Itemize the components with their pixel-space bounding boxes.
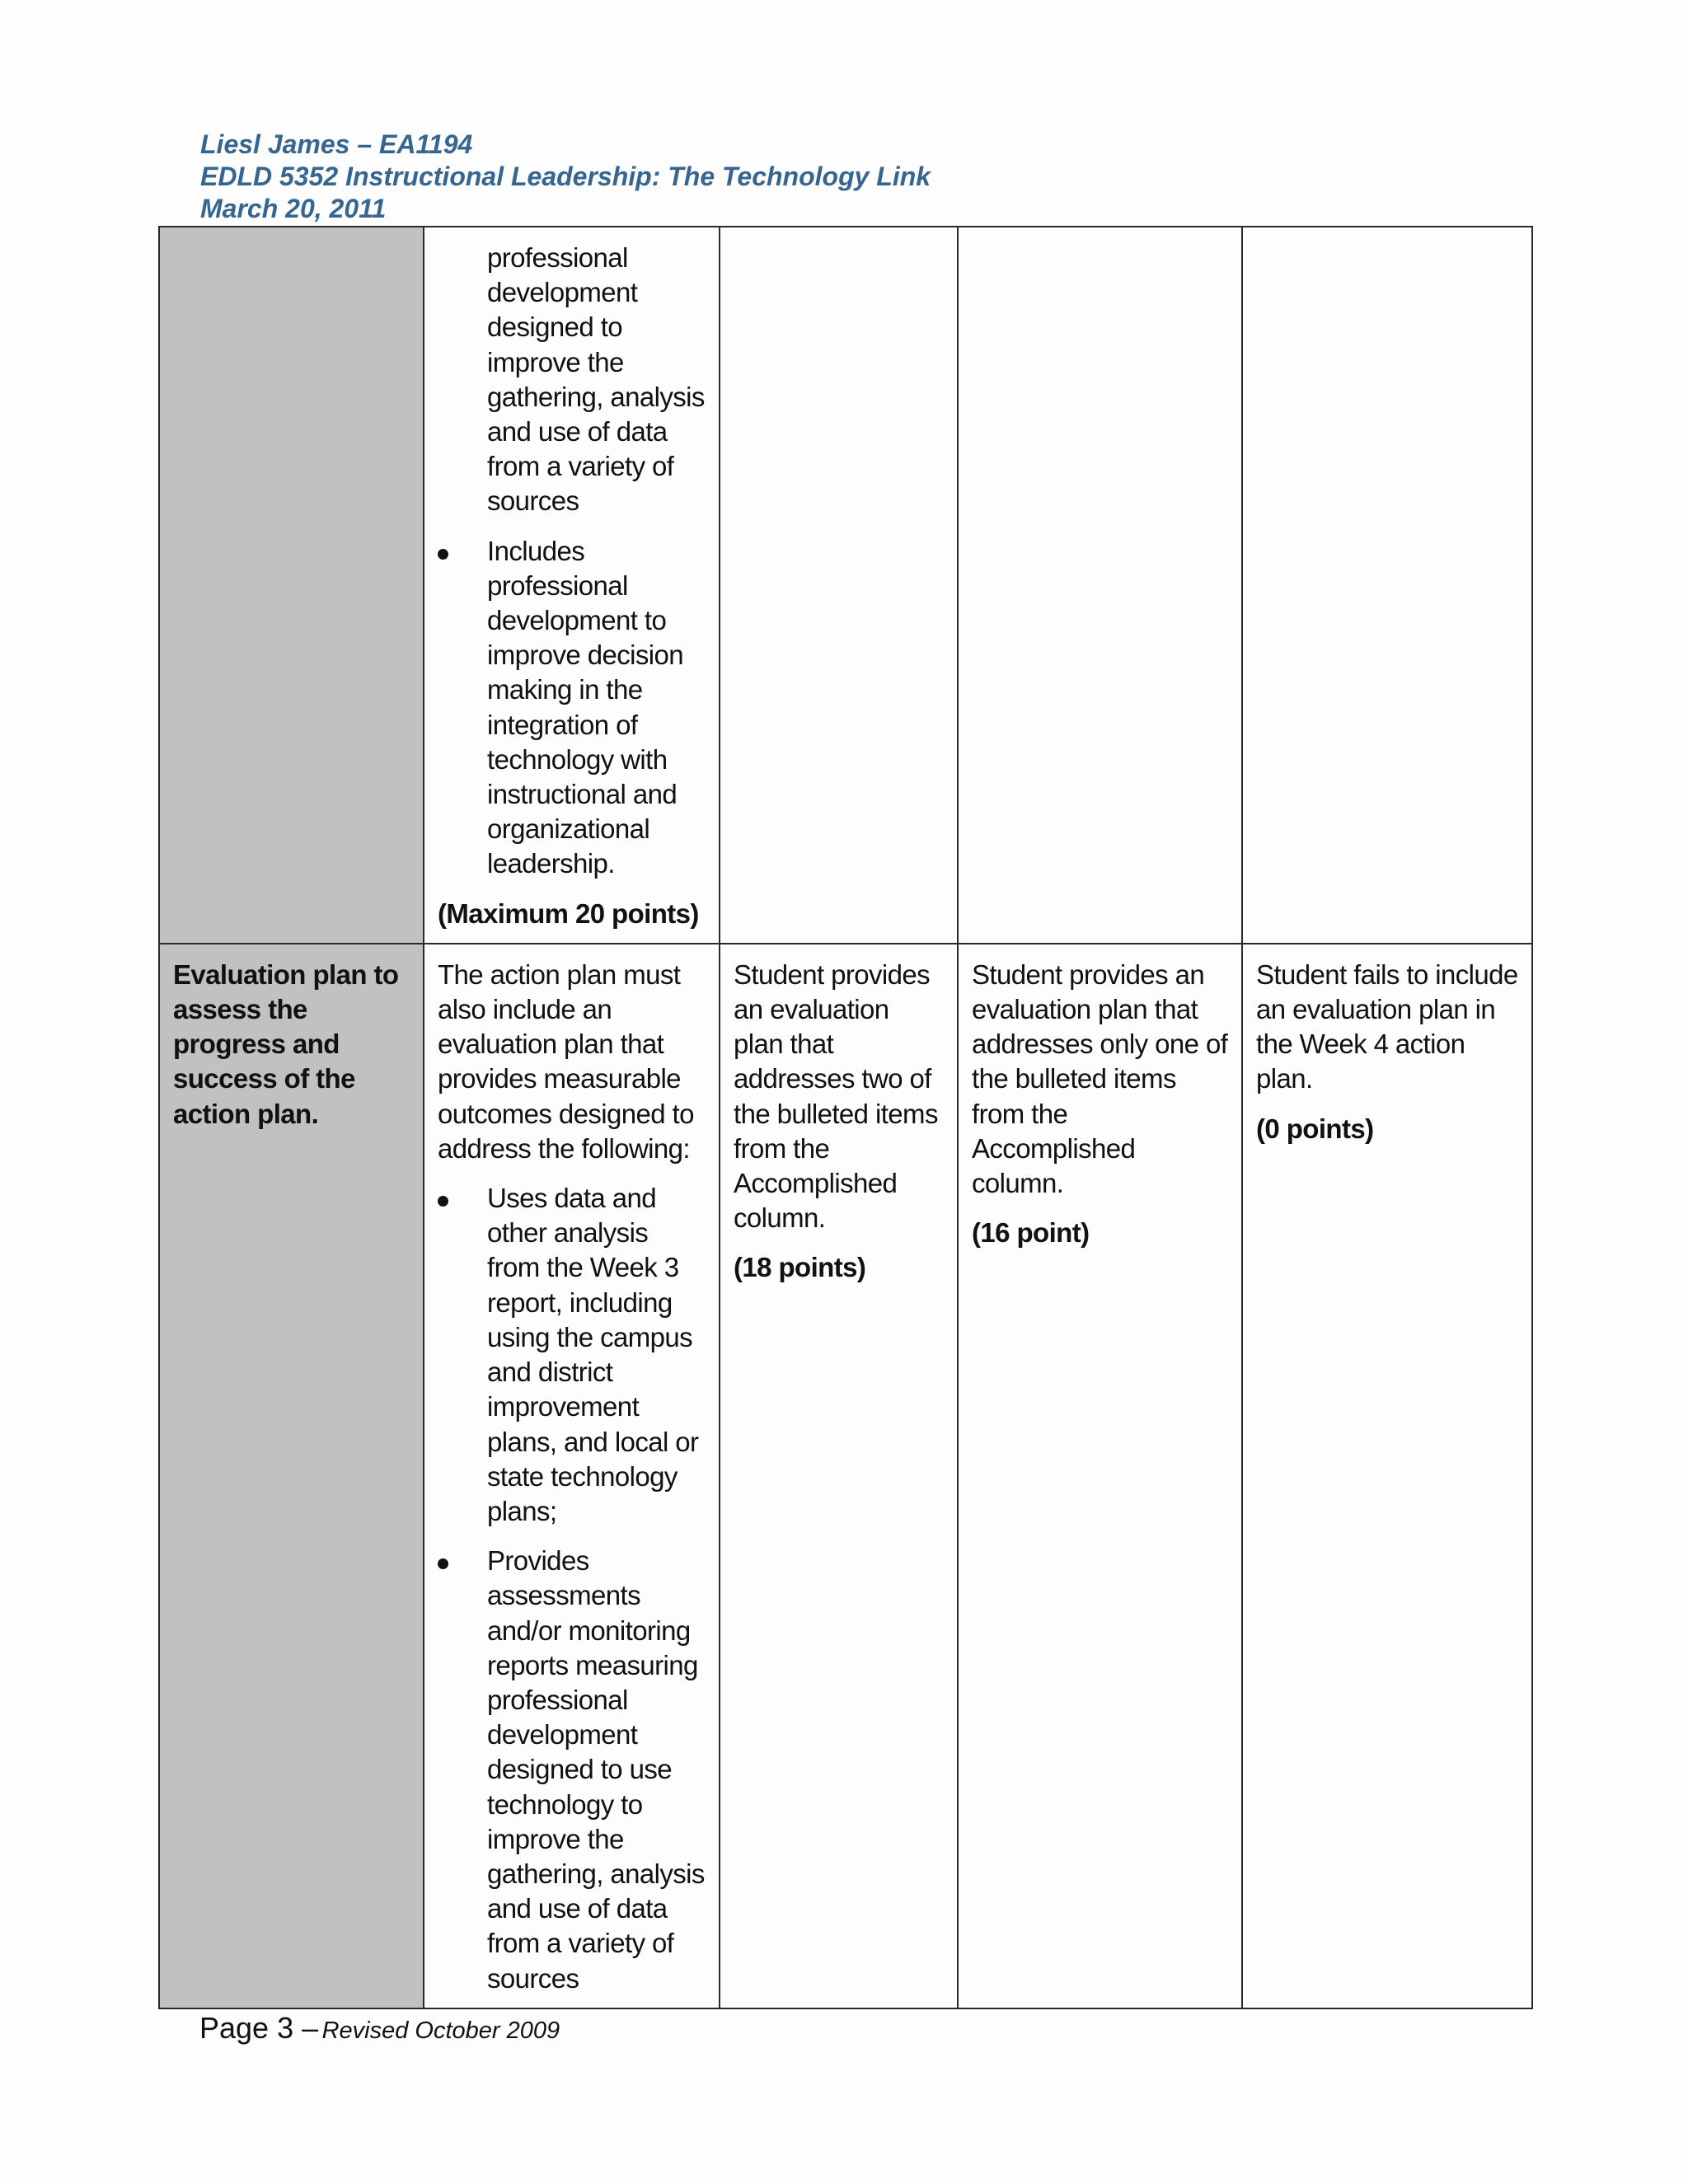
rubric-table bbox=[158, 226, 1533, 2009]
page-number: Page 3 – bbox=[199, 2011, 319, 2045]
rating-cell bbox=[720, 944, 958, 2008]
bullet-dot-icon bbox=[438, 1196, 448, 1207]
bullet-dot-icon bbox=[438, 1558, 448, 1569]
list-item bbox=[438, 1544, 706, 1996]
criterion-label-cell bbox=[159, 944, 424, 2008]
list-item bbox=[438, 534, 706, 882]
criteria-intro: The action plan must also include an evaluation plan that provides measurable outcomes designed to address the following: bbox=[438, 958, 694, 1164]
bullet-text: Uses data and other analysis from the Week 3 report, including using the campus and district improvement plans, and local or state technology plans; bbox=[487, 1183, 699, 1526]
accomplished-cell bbox=[424, 944, 720, 2008]
rating-cell bbox=[958, 944, 1242, 2008]
criterion-label: Evaluation plan to assess the progress and success of the action plan. bbox=[173, 958, 399, 1129]
points-label: (18 points) bbox=[734, 1252, 866, 1283]
rating-cell bbox=[958, 227, 1242, 944]
bullet-dot-icon bbox=[438, 549, 448, 560]
list-item bbox=[438, 1181, 706, 1529]
rating-cell bbox=[1242, 944, 1532, 2008]
rating-description: Student provides an evaluation plan that addresses only one of the bulleted items from the Accomplished column. bbox=[972, 958, 1228, 1199]
table-row bbox=[159, 944, 1532, 2008]
rating-description: Student provides an evaluation plan that addresses two of the bulleted items from the Accomplished column. bbox=[734, 958, 938, 1234]
criterion-label-cell bbox=[159, 227, 424, 944]
header-author: Liesl James – EA1194 bbox=[200, 129, 473, 159]
table-row bbox=[159, 227, 1532, 944]
rating-cell bbox=[1242, 227, 1532, 944]
header-date: March 20, 2011 bbox=[200, 194, 387, 223]
rating-cell bbox=[720, 227, 958, 944]
bullet-text: Provides assessments and/or monitoring reports measuring professional development designed to use technology to improve the gathering, analysis and use of data from a variety of sources bbox=[487, 1545, 705, 1994]
points-label: (Maximum 20 points) bbox=[438, 898, 699, 929]
bullet-text: professional development designed to improve the gathering, analysis and use of data from a variety of sources bbox=[487, 242, 705, 517]
list-item bbox=[438, 241, 706, 519]
rating-description: Student fails to include an evaluation plan in the Week 4 action plan. bbox=[1256, 958, 1518, 1094]
page-footer bbox=[199, 2011, 560, 2046]
points-label: (0 points) bbox=[1256, 1113, 1374, 1144]
accomplished-cell bbox=[424, 227, 720, 944]
criteria-bullet-list bbox=[438, 241, 706, 882]
criteria-bullet-list bbox=[438, 1181, 706, 1996]
document-header bbox=[200, 129, 931, 225]
points-label: (16 point) bbox=[972, 1217, 1090, 1249]
revision-note: Revised October 2009 bbox=[321, 2018, 560, 2044]
header-course: EDLD 5352 Instructional Leadership: The Technology Link bbox=[200, 162, 931, 191]
bullet-text: Includes professional development to improve decision making in the integration of technology with instructional and organizational leadership. bbox=[487, 535, 684, 879]
